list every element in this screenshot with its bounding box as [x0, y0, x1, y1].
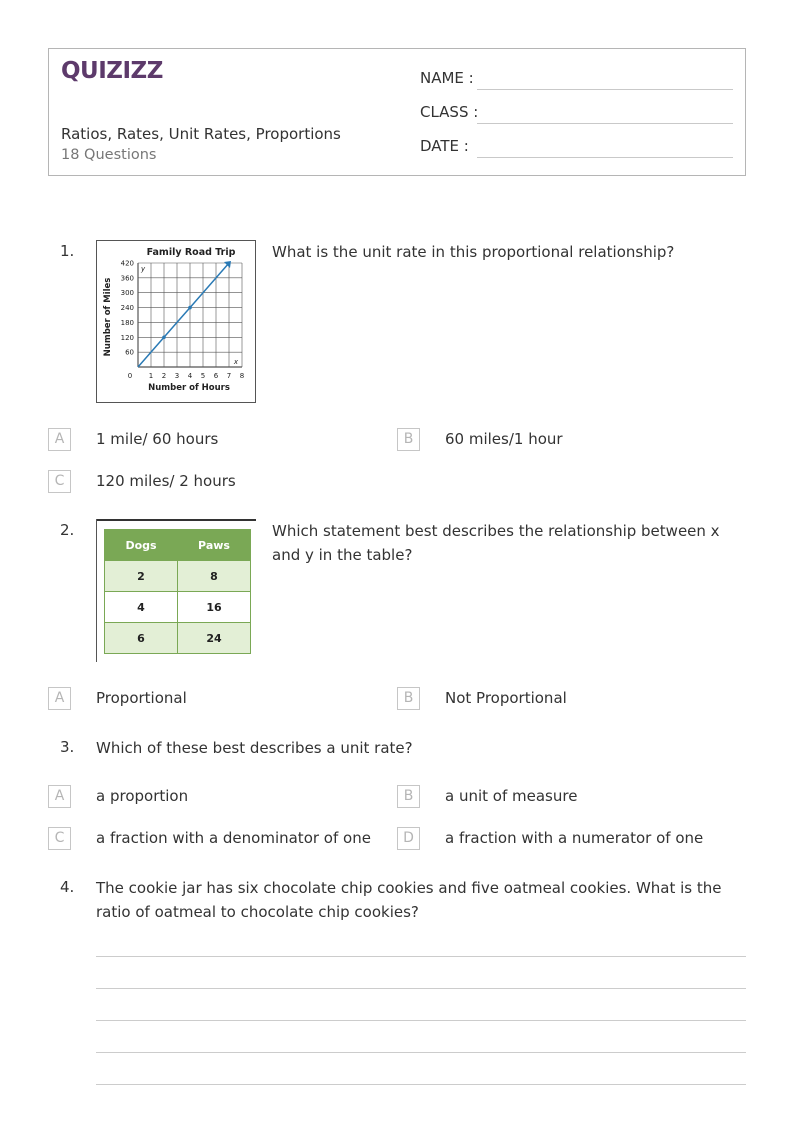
x-tick-label: 8 — [239, 372, 245, 380]
x-axis-letter: x — [233, 358, 238, 366]
worksheet-title: Ratios, Rates, Unit Rates, Proportions — [61, 125, 341, 143]
q2-option-a-box[interactable]: A — [48, 687, 71, 710]
worksheet-header — [48, 48, 746, 176]
question-4-text: The cookie jar has six chocolate chip cookies and five oatmeal cookies. What is the ratio of oatmeal to chocolate chip cookies? — [96, 879, 722, 921]
question-2-number: 2. — [60, 521, 75, 539]
x-tick-label: 3 — [174, 372, 180, 380]
question-1-text: What is the unit rate in this proportional relationship? — [272, 243, 675, 261]
name-label: NAME : — [420, 69, 474, 87]
table-row — [105, 592, 251, 623]
answer-line[interactable] — [96, 988, 746, 989]
chart-ylabel: Number of Miles — [103, 277, 113, 357]
q2-option-b-text[interactable]: Not Proportional — [445, 689, 567, 707]
x-tick-label: 4 — [187, 372, 193, 380]
answer-line[interactable] — [96, 1084, 746, 1085]
x-tick-label: 5 — [200, 372, 206, 380]
table-cell: 16 — [178, 592, 251, 623]
q3-option-d-text[interactable]: a fraction with a numerator of one — [445, 829, 704, 847]
x-tick-label: 1 — [148, 372, 154, 380]
quizizz-logo: QUIZIZZ — [61, 58, 163, 84]
question-count: 18 Questions — [61, 147, 157, 163]
q2-option-b-box[interactable]: B — [397, 687, 420, 710]
y-tick-label: 240 — [120, 304, 134, 313]
q1-option-a-box[interactable]: A — [48, 428, 71, 451]
table-cell: 24 — [178, 623, 251, 654]
table-header-dogs: Dogs — [105, 530, 178, 561]
table-header-row — [105, 530, 251, 561]
answer-line[interactable] — [96, 1052, 746, 1053]
q3-option-a-text[interactable]: a proportion — [96, 787, 189, 805]
answer-line[interactable] — [96, 956, 746, 957]
question-3-text: Which of these best describes a unit rate? — [96, 739, 413, 757]
chart-xlabel: Number of Hours — [148, 383, 230, 393]
x-tick-label: 6 — [213, 372, 219, 380]
q1-option-c-text[interactable]: 120 miles/ 2 hours — [96, 472, 236, 490]
date-field[interactable] — [477, 157, 733, 158]
table-row — [105, 623, 251, 654]
q3-option-c-box[interactable]: C — [48, 827, 71, 850]
y-tick-label: 420 — [120, 259, 134, 268]
y-axis-letter: y — [141, 265, 146, 273]
q1-option-b-text[interactable]: 60 miles/1 hour — [445, 430, 563, 448]
table-cell: 6 — [105, 623, 178, 654]
table-row — [105, 561, 251, 592]
date-label: DATE : — [420, 137, 469, 155]
q1-option-b-box[interactable]: B — [397, 428, 420, 451]
x-tick-label: 7 — [226, 372, 232, 380]
image-top-border — [96, 519, 256, 521]
y-tick-label: 60 — [125, 348, 134, 357]
answer-line[interactable] — [96, 1020, 746, 1021]
table-cell: 8 — [178, 561, 251, 592]
q3-option-b-box[interactable]: B — [397, 785, 420, 808]
data-point — [162, 335, 166, 339]
q3-option-d-box[interactable]: D — [397, 827, 420, 850]
class-field[interactable] — [477, 123, 733, 124]
q1-option-a-text[interactable]: 1 mile/ 60 hours — [96, 430, 219, 448]
y-tick-label: 180 — [120, 318, 134, 327]
question-3-number: 3. — [60, 738, 75, 756]
question-4-number: 4. — [60, 878, 75, 896]
y-tick-label: 360 — [120, 274, 134, 283]
question-1-number: 1. — [60, 242, 75, 260]
y-tick-label: 300 — [120, 289, 134, 298]
table-cell: 4 — [105, 592, 178, 623]
dogs-paws-table-image — [96, 519, 256, 662]
class-label: CLASS : — [420, 103, 479, 121]
series-line — [138, 263, 229, 367]
data-point — [188, 306, 192, 310]
q3-option-c-text[interactable]: a fraction with a denominator of one — [96, 829, 371, 847]
table-header-paws: Paws — [178, 530, 251, 561]
chart-title: Family Road Trip — [146, 247, 236, 258]
family-road-trip-chart — [96, 240, 256, 403]
image-left-border — [96, 519, 97, 662]
dogs-paws-table — [104, 529, 251, 654]
q1-option-c-box[interactable]: C — [48, 470, 71, 493]
chart-svg — [97, 241, 255, 402]
origin-label: 0 — [127, 372, 133, 380]
name-field[interactable] — [477, 89, 733, 90]
table-cell: 2 — [105, 561, 178, 592]
q3-option-b-text[interactable]: a unit of measure — [445, 787, 578, 805]
x-tick-label: 2 — [161, 372, 167, 380]
question-2-text: Which statement best describes the relationship between x and y in the table? — [272, 522, 720, 564]
q3-option-a-box[interactable]: A — [48, 785, 71, 808]
q2-option-a-text[interactable]: Proportional — [96, 689, 187, 707]
y-tick-label: 120 — [120, 333, 134, 342]
